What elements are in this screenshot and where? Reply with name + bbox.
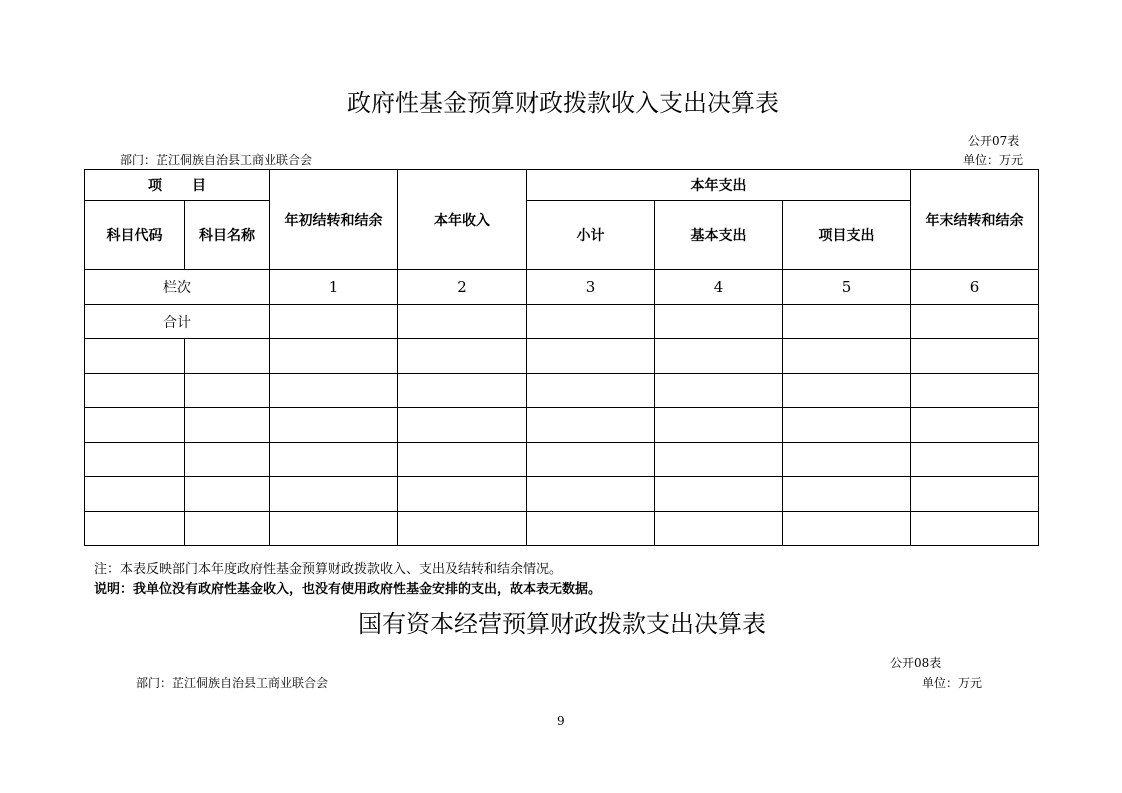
table2-number: 公开08表	[890, 656, 942, 670]
table-cell	[398, 477, 527, 512]
table-cell	[85, 512, 185, 546]
header-project-expense: 项目支出	[783, 201, 911, 270]
table-cell	[185, 512, 270, 546]
fund-budget-table	[84, 169, 1039, 546]
table-cell	[527, 408, 655, 443]
table-cell	[783, 408, 911, 443]
table-cell	[398, 443, 527, 477]
table-cell	[270, 339, 398, 374]
table-row	[85, 339, 1039, 374]
table-cell	[783, 443, 911, 477]
table-cell	[783, 512, 911, 546]
table-cell	[85, 443, 185, 477]
table-cell	[270, 512, 398, 546]
table-cell	[783, 374, 911, 408]
table-cell	[655, 443, 783, 477]
table-cell	[398, 339, 527, 374]
table-cell	[527, 512, 655, 546]
column-number: 4	[655, 270, 783, 305]
table-cell	[270, 374, 398, 408]
table-row	[85, 408, 1039, 443]
header-item-a: 项	[148, 178, 162, 194]
table-cell	[270, 305, 398, 339]
column-number: 3	[527, 270, 655, 305]
header-opening-balance: 年初结转和结余	[270, 170, 398, 270]
table-cell	[655, 305, 783, 339]
header-subject-code: 科目代码	[85, 201, 185, 270]
table-cell	[655, 408, 783, 443]
table2-unit: 单位：万元	[922, 676, 983, 690]
table-cell	[527, 339, 655, 374]
table-cell	[185, 374, 270, 408]
column-number: 1	[270, 270, 398, 305]
table-cell	[85, 477, 185, 512]
table-cell	[85, 408, 185, 443]
table-cell	[655, 512, 783, 546]
table-row	[85, 443, 1039, 477]
table-row	[85, 477, 1039, 512]
table1-number: 公开07表	[968, 134, 1020, 148]
table-cell	[527, 305, 655, 339]
table-cell	[398, 305, 527, 339]
table-cell	[911, 408, 1039, 443]
table-cell	[527, 477, 655, 512]
header-current-income: 本年收入	[398, 170, 527, 270]
table-cell	[85, 374, 185, 408]
page-number: 9	[557, 714, 565, 728]
table1-department: 部门：芷江侗族自治县工商业联合会	[120, 153, 313, 167]
table-row	[85, 512, 1039, 546]
table-cell	[185, 477, 270, 512]
table-cell	[398, 408, 527, 443]
table-cell	[527, 443, 655, 477]
table-cell	[783, 305, 911, 339]
table-cell	[527, 374, 655, 408]
table-cell	[911, 443, 1039, 477]
table2-title: 国有资本经营预算财政拨款支出决算表	[358, 610, 766, 638]
table-cell	[185, 408, 270, 443]
table-cell	[270, 408, 398, 443]
header-closing-balance: 年末结转和结余	[911, 170, 1039, 270]
column-number-row	[85, 270, 1039, 305]
table-cell	[185, 339, 270, 374]
table2-department: 部门：芷江侗族自治县工商业联合会	[136, 676, 329, 690]
table-cell	[783, 339, 911, 374]
table-cell	[655, 339, 783, 374]
total-label: 合计	[85, 305, 270, 339]
table1-explanation: 说明：我单位没有政府性基金收入，也没有使用政府性基金安排的支出，故本表无数据。	[94, 582, 602, 597]
table-cell	[911, 374, 1039, 408]
table-cell	[398, 374, 527, 408]
table-cell	[911, 477, 1039, 512]
header-subtotal: 小计	[527, 201, 655, 270]
table-cell	[911, 305, 1039, 339]
header-current-expense: 本年支出	[527, 170, 911, 201]
table-cell	[655, 374, 783, 408]
header-subject-name: 科目名称	[185, 201, 270, 270]
table1-title: 政府性基金预算财政拨款收入支出决算表	[347, 89, 779, 117]
table-cell	[655, 477, 783, 512]
header-basic-expense: 基本支出	[655, 201, 783, 270]
total-row	[85, 305, 1039, 339]
table-cell	[270, 477, 398, 512]
table-cell	[398, 512, 527, 546]
column-number: 6	[911, 270, 1039, 305]
table-cell	[783, 477, 911, 512]
table-cell	[911, 512, 1039, 546]
header-item-b: 目	[192, 178, 206, 194]
table-cell	[270, 443, 398, 477]
table-cell	[185, 443, 270, 477]
table1-note: 注：本表反映部门本年度政府性基金预算财政拨款收入、支出及结转和结余情况。	[94, 562, 563, 577]
table-cell	[85, 339, 185, 374]
table-row	[85, 374, 1039, 408]
header-item	[85, 170, 270, 201]
column-number: 2	[398, 270, 527, 305]
table1-unit: 单位：万元	[963, 153, 1024, 167]
column-number: 5	[783, 270, 911, 305]
column-row-label: 栏次	[85, 270, 270, 305]
table-cell	[911, 339, 1039, 374]
